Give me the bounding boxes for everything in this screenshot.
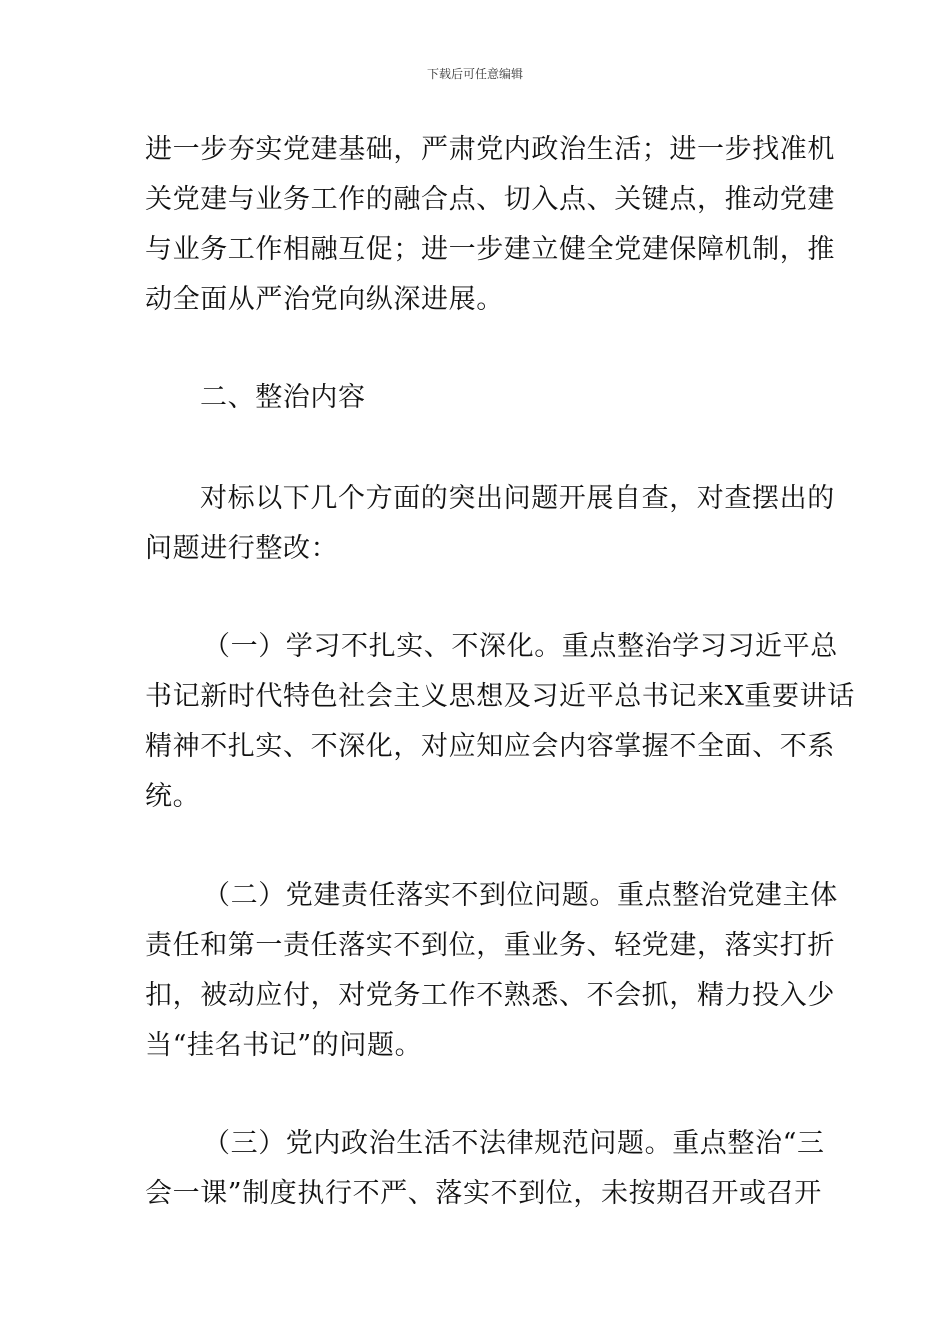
text-line: 责任和第一责任落实不到位，重业务、轻党建，落实打折 [145,930,835,961]
text-line: 动全面从严治党向纵深进展。 [145,284,504,315]
text-line: （三）党内政治生活不法律规范问题。重点整治“三 [203,1128,825,1159]
text-line: 关党建与业务工作的融合点、切入点、关键点，推动党建 [145,184,835,215]
section-heading-text: 二、整治内容 [200,382,366,413]
text-line: 书记新时代特色社会主义思想及习近平总书记来X重要讲话 [145,681,855,712]
text-line: 对标以下几个方面的突出问题开展自查，对查摆出的 [200,483,835,514]
text-line: 统。 [145,781,201,812]
section-heading [145,373,810,423]
header-note: 下载后可任意编辑 [426,67,523,81]
text-line: 扣，被动应付，对党务工作不熟悉、不会抓，精力投入少 [145,980,835,1011]
text-line: 与业务工作相融互促；进一步建立健全党建保障机制，推 [145,234,835,265]
paragraph-item-2 [145,871,838,1071]
text-line: （一）学习不扎实、不深化。重点整治学习习近平总 [203,631,838,662]
text-line: 会一课”制度执行不严、落实不到位，未按期召开或召开 [145,1178,822,1209]
text-line: （二）党建责任落实不到位问题。重点整治党建主体 [203,880,838,911]
text-line: 问题进行整改： [145,533,339,564]
paragraph-self-check [145,474,835,574]
paragraph-item-1 [145,622,855,822]
text-line: 精神不扎实、不深化，对应知应会内容掌握不全面、不系 [145,731,835,762]
paragraph-item-3 [145,1119,825,1219]
text-line: 进一步夯实党建基础，严肃党内政治生活；进一步找准机 [145,134,835,165]
paragraph-intro [145,125,835,325]
text-line: 当“挂名书记”的问题。 [145,1030,423,1061]
